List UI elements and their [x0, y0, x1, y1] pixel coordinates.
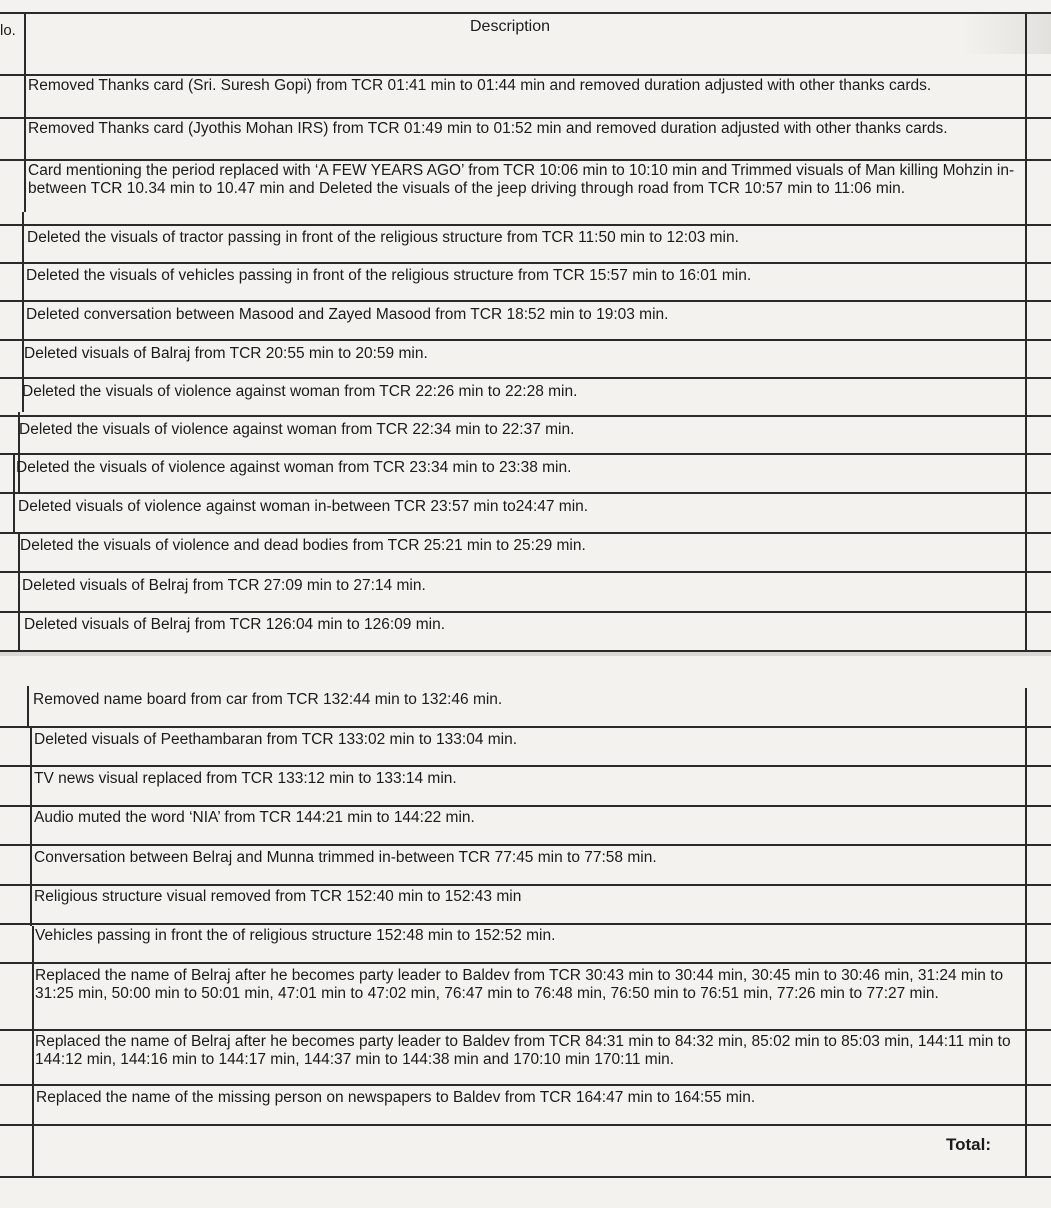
- table-row: Audio muted the word ‘NIA’ from TCR 144:21 min to 144:22 min.: [34, 809, 475, 826]
- column-rule: [22, 212, 24, 412]
- table-rule: [0, 923, 1051, 925]
- table-row: Removed Thanks card (Sri. Suresh Gopi) from TCR 01:41 min to 01:44 min and removed duration adjusted with other thanks cards.: [28, 77, 932, 94]
- table-rule: [0, 1176, 1051, 1178]
- table-row: Religious structure visual removed from TCR 152:40 min to 152:43 min: [34, 888, 522, 905]
- table-row: Deleted the visuals of violence and dead bodies from TCR 25:21 min to 25:29 min.: [20, 537, 586, 554]
- table-row: Deleted visuals of Peethambaran from TCR 133:02 min to 133:04 min.: [34, 731, 518, 748]
- table-row: Removed Thanks card (Jyothis Mohan IRS) from TCR 01:49 min to 01:52 min and removed duration adjusted with other thanks cards.: [28, 120, 948, 137]
- table-rule: [0, 571, 1051, 573]
- table-rule: [0, 377, 1051, 379]
- table-row: Removed name board from car from TCR 132:44 min to 132:46 min.: [33, 691, 503, 708]
- column-rule: [30, 726, 32, 926]
- table-rule: [0, 611, 1051, 613]
- table-rule: [0, 765, 1051, 767]
- table-rule: [0, 117, 1051, 119]
- table-rule: [0, 339, 1051, 341]
- table-rule: [0, 1084, 1051, 1086]
- table-row: Deleted conversation between Masood and Zayed Masood from TCR 18:52 min to 19:03 min.: [26, 306, 669, 323]
- column-rule: [24, 12, 26, 212]
- table-rule: [0, 12, 1051, 14]
- table-rule: [0, 805, 1051, 807]
- table-row: Deleted the visuals of violence against woman from TCR 23:34 min to 23:38 min.: [16, 459, 572, 476]
- table-rule: [0, 74, 1051, 76]
- table-row: Conversation between Belraj and Munna trimmed in-between TCR 77:45 min to 77:58 min.: [34, 849, 657, 866]
- column-rule: [1025, 12, 1027, 652]
- table-row: Replaced the name of Belraj after he becomes party leader to Baldev from TCR 30:43 min to 30:44 min, 30:45 min to 30:46 min, 31:24 min to 31:25 min, 50:00 min to 50:01 min, 47:01 min to 47:02 min, 76:47 min to 76:48 min, 76:50 min to 76:51 min, 77:26 min to 77:27 min.: [35, 967, 1004, 1002]
- table-row: Deleted the visuals of violence against woman from TCR 22:26 min to 22:28 min.: [22, 383, 578, 400]
- table-rule: [0, 844, 1051, 846]
- column-rule: [1025, 688, 1027, 1178]
- table-rule: [0, 1124, 1051, 1126]
- column-header-no: lo.: [0, 22, 16, 39]
- column-header-description: Description: [470, 18, 551, 35]
- column-rule: [32, 926, 34, 1178]
- table-row: Deleted the visuals of violence against woman from TCR 22:34 min to 22:37 min.: [19, 421, 575, 438]
- table-rule: [0, 262, 1051, 264]
- table-rule: [0, 1029, 1051, 1031]
- table-row: Deleted the visuals of vehicles passing in front of the religious structure from TCR 15:57 min to 16:01 min.: [26, 267, 752, 284]
- table-rule: [0, 650, 1051, 652]
- table-row: Deleted visuals of Belraj from TCR 126:04 min to 126:09 min.: [24, 616, 445, 633]
- column-rule: [13, 455, 15, 533]
- table-rule: [0, 492, 1051, 494]
- table-rule: [0, 884, 1051, 886]
- total-label: Total:: [946, 1135, 992, 1154]
- table-row: Deleted visuals of Balraj from TCR 20:55 min to 20:59 min.: [24, 345, 428, 362]
- table-row: Replaced the name of the missing person on newspapers to Baldev from TCR 164:47 min to 164:55 min.: [36, 1089, 756, 1106]
- table-rule: [0, 962, 1051, 964]
- table-row: Deleted visuals of violence against woman in-between TCR 23:57 min to24:47 min.: [18, 498, 589, 515]
- table-rule: [0, 453, 1051, 455]
- table-row: Deleted the visuals of tractor passing in front of the religious structure from TCR 11:50 min to 12:03 min.: [27, 229, 739, 246]
- table-row: TV news visual replaced from TCR 133:12 min to 133:14 min.: [34, 770, 457, 787]
- table-rule: [0, 415, 1051, 417]
- table-row: Vehicles passing in front the of religious structure 152:48 min to 152:52 min.: [35, 927, 556, 944]
- table-rule: [0, 726, 1051, 728]
- table-rule: [0, 300, 1051, 302]
- table-row: Deleted visuals of Belraj from TCR 27:09 min to 27:14 min.: [22, 577, 426, 594]
- scan-shadow: [961, 14, 1051, 54]
- table-rule: [0, 532, 1051, 534]
- table-row: Replaced the name of Belraj after he becomes party leader to Baldev from TCR 84:31 min to 84:32 min, 85:02 min to 85:03 min, 144:11 min to 144:12 min, 144:16 min to 144:17 min, 144:37 min to 144:38 min and 170:10 min 170:11 min.: [35, 1033, 1011, 1068]
- table-rule: [0, 159, 1051, 161]
- column-rule: [27, 686, 29, 726]
- table-rule: [0, 224, 1051, 226]
- table-row: Card mentioning the period replaced with ‘A FEW YEARS AGO’ from TCR 10:06 min to 10:10 min and Trimmed visuals of Man killing Mohzin in-between TCR 10.34 min to 10.47 min and Deleted the visuals of the jeep driving through road from TCR 10:57 min to 11:06 min.: [28, 162, 1015, 197]
